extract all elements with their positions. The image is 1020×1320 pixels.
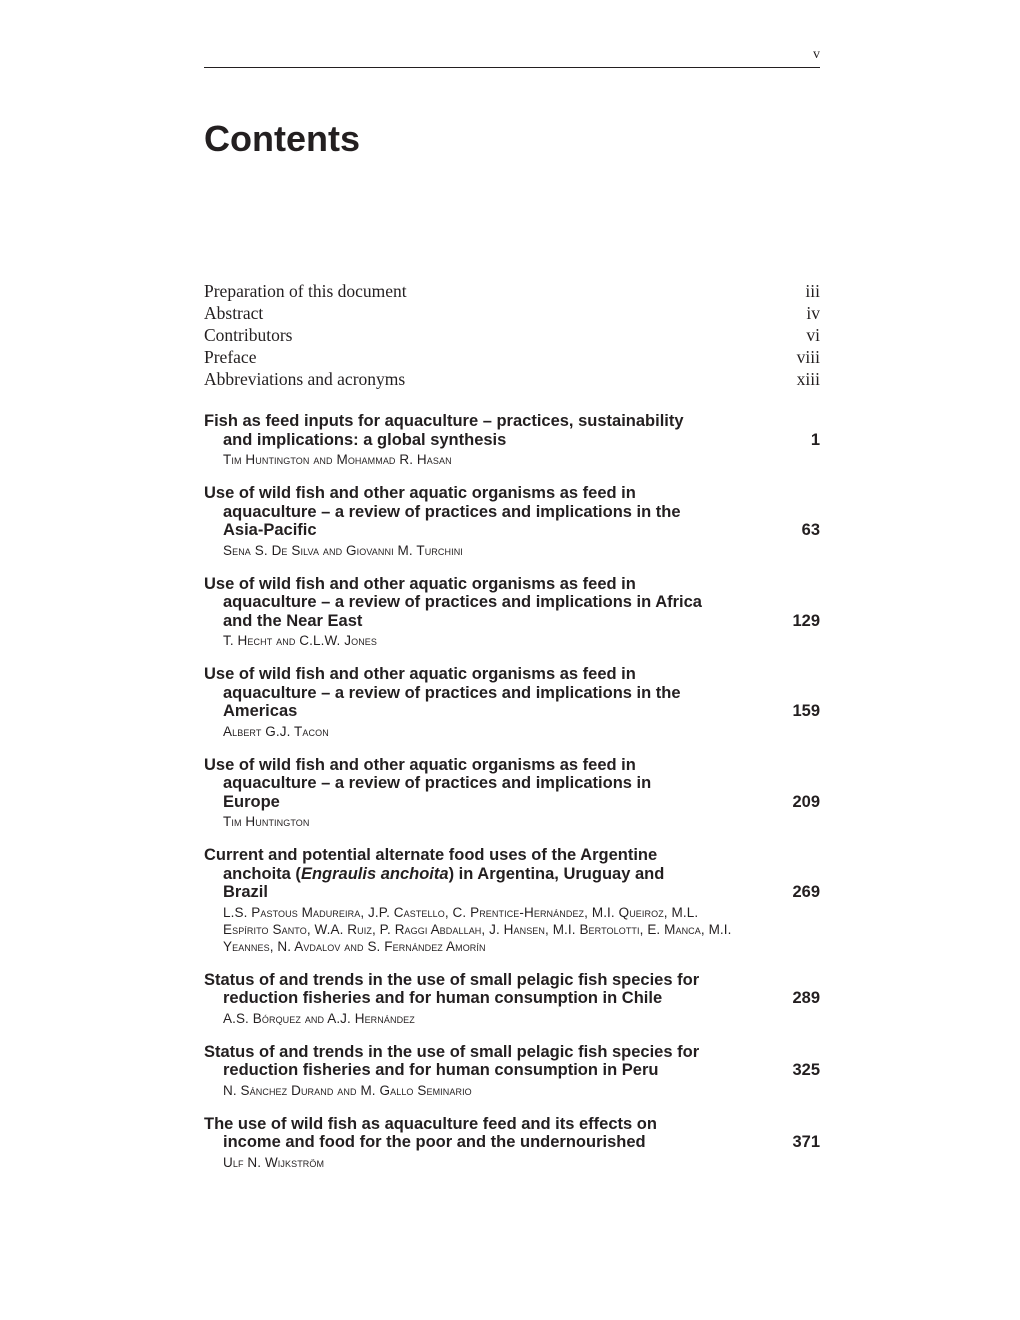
chapter-title-line: Fish as feed inputs for aquaculture – practices, sustainability (204, 412, 684, 430)
chapter-title (204, 1115, 657, 1152)
chapter-entry (204, 756, 820, 831)
chapter-list (204, 412, 820, 1171)
chapter-entry (204, 484, 820, 559)
chapter-title-line: Status of and trends in the use of small pelagic fish species for (204, 1042, 700, 1061)
chapter-head (204, 1115, 820, 1152)
page-content (204, 0, 820, 1171)
front-matter-page-number: xiii (796, 369, 820, 389)
chapter-title-line: Status of and trends in the use of small pelagic fish species for (204, 970, 700, 989)
chapter-title-line: Brazil (223, 883, 268, 901)
chapter-title-line: Americas (223, 702, 298, 720)
chapter-entry (204, 971, 820, 1027)
chapter-title (204, 971, 699, 1008)
front-matter-label: Abbreviations and acronyms (204, 369, 406, 389)
chapter-title-line: and the Near East (223, 611, 363, 630)
chapter-title-line: Use of wild fish and other aquatic organisms as feed in (204, 484, 636, 502)
chapter-title-line: reduction fisheries and for human consumption in Chile (223, 989, 663, 1007)
chapter-title-line: aquaculture – a review of practices and implications in the (223, 683, 681, 702)
chapter-title (204, 484, 681, 540)
chapter-page-number: 325 (792, 1061, 820, 1079)
chapter-head (204, 971, 820, 1008)
chapter-page-number: 371 (792, 1133, 820, 1151)
chapter-head (204, 1043, 820, 1080)
chapter-title (204, 575, 702, 631)
chapter-title-line (204, 865, 664, 884)
chapter-authors: Albert G.J. Tacon (223, 723, 329, 739)
front-matter-page-number: iv (806, 303, 820, 323)
chapter-title-line: The use of wild fish as aquaculture feed and its effects on (204, 1114, 657, 1133)
front-matter-list (204, 280, 820, 390)
front-matter-label: Contributors (204, 325, 293, 345)
front-matter-row (204, 346, 820, 368)
chapter-title-line: Current and potential alternate food uses of the Argentine (204, 846, 658, 864)
chapter-head (204, 756, 820, 812)
front-matter-label: Abstract (204, 303, 264, 323)
chapter-page-number: 63 (801, 521, 820, 539)
chapter-entry (204, 665, 820, 740)
chapter-title (204, 665, 681, 721)
chapter-page-number: 289 (792, 989, 820, 1007)
front-matter-label: Preparation of this document (204, 281, 407, 301)
chapter-title-line: Use of wild fish and other aquatic organisms as feed in (204, 574, 636, 593)
page-title: Contents (204, 118, 360, 159)
chapter-title-line: and implications: a global synthesis (223, 430, 507, 449)
chapter-authors: Tim Huntington (223, 814, 310, 829)
chapter-entry (204, 412, 820, 468)
chapter-page-number: 209 (792, 792, 820, 811)
chapter-authors: Sena S. De Silva and Giovanni M. Turchini (223, 542, 463, 558)
chapter-page-number: 1 (810, 430, 820, 449)
chapter-entry (204, 1115, 820, 1171)
chapter-authors: L.S. Pastous Madureira, J.P. Castello, C. Prentice-Hernández, M.I. Queiroz, M.L. Espírito Santo, W.A. Ruiz, P. Raggi Abdallah, J. Hansen, M.I. Bertolotti, E. Manca, M.I. Yeannes, N. Avdalov and S. Fernández Amorín (223, 904, 732, 954)
chapter-title-line: aquaculture – a review of practices and implications in the (223, 502, 681, 521)
chapter-head (204, 665, 820, 721)
chapter-title-segment: anchoita ( (223, 864, 301, 883)
chapter-title-line: aquaculture – a review of practices and implications in (223, 774, 652, 792)
chapter-title-segment: ) in Argentina, Uruguay and (448, 864, 665, 883)
chapter-page-number: 129 (792, 611, 820, 630)
chapter-title (204, 1043, 699, 1080)
front-matter-page-number: iii (805, 281, 820, 301)
chapter-entry (204, 1043, 820, 1099)
front-matter-row (204, 324, 820, 346)
chapter-authors: Ulf N. Wijkström (223, 1154, 325, 1170)
chapter-head (204, 484, 820, 540)
species-name-italic: Engraulis anchoita (300, 864, 449, 883)
chapter-head (204, 412, 820, 449)
front-matter-row (204, 280, 820, 302)
chapter-title (204, 756, 651, 812)
chapter-title-line: Asia-Pacific (223, 521, 317, 539)
chapter-head (204, 846, 820, 902)
chapter-title-line: aquaculture – a review of practices and implications in Africa (223, 593, 702, 611)
chapter-authors: T. Hecht and C.L.W. Jones (223, 633, 378, 648)
chapter-title-line: reduction fisheries and for human consumption in Peru (223, 1061, 659, 1079)
header-rule (204, 67, 820, 68)
front-matter-row (204, 368, 820, 390)
front-matter-page-number: vi (806, 325, 820, 345)
front-matter-label: Preface (204, 347, 257, 367)
chapter-authors: A.S. Bórquez and A.J. Hernández (223, 1010, 415, 1026)
chapter-title-line: income and food for the poor and the undernourished (223, 1133, 646, 1151)
chapter-entry (204, 846, 820, 955)
chapter-title-line: Use of wild fish and other aquatic organisms as feed in (204, 665, 636, 683)
front-matter-row (204, 302, 820, 324)
chapter-authors: N. Sánchez Durand and M. Gallo Seminario (223, 1082, 472, 1098)
page-folio: v (813, 47, 820, 62)
chapter-title (204, 846, 664, 902)
chapter-page-number: 269 (792, 883, 820, 901)
front-matter-page-number: viii (796, 347, 820, 367)
chapter-title (204, 412, 684, 449)
chapter-title-line: Europe (223, 792, 280, 811)
chapter-title-line: Use of wild fish and other aquatic organisms as feed in (204, 755, 636, 774)
chapter-authors: Tim Huntington and Mohammad R. Hasan (223, 452, 452, 467)
chapter-entry (204, 575, 820, 650)
chapter-page-number: 159 (792, 702, 820, 720)
chapter-head (204, 575, 820, 631)
